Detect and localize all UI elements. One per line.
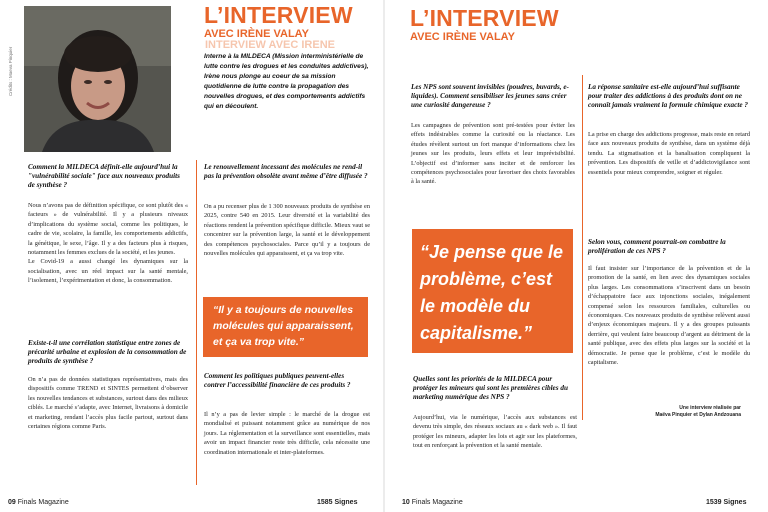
answer-1-paragraph-1: Nous n’avons pas de définition spécifique, ce sont plutôt des « facteurs » de vulnérabilité. Il y a plusieurs niveaux d’implications du système social, comme les politiques, le cadre de vie, scolaire, la famille, les comportements addictifs, la génétique, le sexe, l’âge. Il y a des facteurs plus à risques, notamment les femmes exclues de la société, et les jeunes. bbox=[28, 202, 188, 257]
answer-1-paragraph-2: Le Covid-19 a aussi changé les dynamiques sur la socialisation, avec un réel impact sur la santé mentale, l’isolement, l’expérimentation et donc, la consommation. bbox=[28, 258, 188, 285]
answer-7: La prise en charge des addictions progresse, mais reste en retard face aux nouveaux produits de synthèse, dans un système déjà tendu. La stigmatisation et la banalisation compliquent la prévention. Les dispositifs de veille et d’addictovigilance sont essentiels pour mieux comprendre, soigner et réguler. bbox=[588, 131, 750, 176]
pull-quote-right: “Je pense que le problème, c’est le modèle du capitalisme.” bbox=[412, 229, 573, 353]
magazine-name: Finals Magazine bbox=[17, 499, 69, 506]
page-subtitle-right: AVEC IRÈNE VALAY bbox=[410, 31, 515, 43]
question-5: Les NPS sont souvent invisibles (poudres, buvards, e-liquides). Comment sensibiliser les jeunes sans créer une curiosité dangereuse ? bbox=[411, 83, 569, 109]
portrait-photo bbox=[24, 6, 171, 152]
question-4: Comment les politiques publiques peuvent-elles contrer l’accessibilité financière de ces produits ? bbox=[204, 372, 351, 389]
footer-left bbox=[8, 499, 69, 506]
answer-5: Les campagnes de prévention sont pré-testées pour éviter les effets indésirables comme la curiosité ou la réactance. Les études révèlent surtout un fort manque d’informations chez les jeunes sur les produits, leurs effets et leur imprévisibilité. L’objectif est d’informer sans inciter et de renforcer les compétences psychosociales pour favoriser des choix favorables à la santé. bbox=[411, 122, 575, 186]
page-title-right: L’INTERVIEW bbox=[410, 5, 559, 31]
answer-1 bbox=[28, 201, 188, 286]
footer-right bbox=[402, 499, 463, 506]
subtitle-echo: INTERVIEW AVEC IRÈNE bbox=[205, 40, 335, 50]
page-spine bbox=[383, 0, 385, 512]
question-2: Existe-t-il une corrélation statistique entre zones de précarité urbaine et explosion de la consommation de produits de synthèse ? bbox=[28, 339, 187, 365]
answer-6: Aujourd’hui, via le numérique, l’accès aux substances est devenu très simple, des réseaux sociaux au « dark web ». Il faut protéger les mineurs, adapter les lois et agir sur les plateformes, tout en renforçant la prévention et la santé mentale. bbox=[413, 414, 577, 450]
answer-3: On a pu recenser plus de 1 300 nouveaux produits de synthèse en 2025, contre 540 en 2015. Leur diversité et la variabilité des réactions rendent la prévention spécifique difficile. Mieux vaut se concentrer sur la prévention large, la santé et le développement des compétences psychosociales. Parce qu’il y a toujours de nouvelles molécules qui apparaissent, et ça va trop vite. bbox=[204, 203, 370, 258]
question-1: Comment la MILDECA définit-elle aujourd’hui la "vulnérabilité sociale" face aux nouveaux produits de synthèse ? bbox=[28, 163, 180, 189]
question-6: Quelles sont les priorités de la MILDECA pour protéger les mineurs qui sont les premières cibles du marketing numérique des NPS ? bbox=[413, 375, 568, 401]
intro-paragraph: Interne à la MILDECA (Mission interministérielle de lutte contre les drogues et les conduites addictives), Irène nous plonge au coeur de sa mission quotidienne de lutte contre la propagation des nouvelles drogues, et des comportements addictifs qui en découlent. bbox=[204, 53, 369, 110]
credits-line-2: Maëva Pinquier et Dylan Andzouana bbox=[655, 412, 741, 418]
question-8: Selon vous, comment pourrait-on combattre la prolifération de ces NPS ? bbox=[588, 238, 726, 255]
sign-count-right bbox=[706, 499, 746, 506]
sign-count bbox=[317, 499, 357, 506]
page-number: 09 bbox=[8, 499, 16, 506]
magazine-name-right: Finals Magazine bbox=[411, 499, 463, 506]
page-subtitle: AVEC IRÈNE VALAY bbox=[204, 28, 309, 40]
pull-quote-left: “Il y a toujours de nouvelles molécules qui apparaissent, et ça va trop vite.” bbox=[203, 297, 368, 357]
column-divider-right bbox=[582, 75, 583, 420]
answer-8: Il faut insister sur l’importance de la prévention et de la promotion de la santé, en lien avec des dynamiques sociales plus larges. Les consommations s’inscrivent dans un besoin d’échappatoire face aux injonctions sociales, inégalement compensé selon les ressources familiales, culturelles ou économiques. Ces nouveaux produits de synthèse relèvent aussi d’enjeux économiques majeurs. Il y a des groupes puissants derrière, qui veulent faire beaucoup d’argent au détriment de la santé publique, avec des effets plus larges sur la société et la démocratie. Je pense que le problème, c’est le modèle du capitalisme. bbox=[588, 265, 750, 367]
question-7: La réponse sanitaire est-elle aujourd’hui suffisante pour traiter des addictions à des produits dont on ne connaît jamais vraiment la formule chimique exacte ? bbox=[588, 83, 748, 109]
credits-line-1: Une interview réalisée par bbox=[679, 405, 741, 411]
photo-credit: Crédits : Maeva Pinquier bbox=[8, 46, 13, 96]
answer-4: Il n’y a pas de levier simple : le marché de la drogue est mondialisé et puissant notamment grâce au numérique de nos jours. La réglementation et la surveillance sont essentielles, mais avoir un impact financier reste très difficile, cela nécessite une coordination internationale et inter-plateformes. bbox=[204, 411, 370, 456]
page-title: L’INTERVIEW bbox=[204, 2, 353, 28]
question-3: Le renouvellement incessant des molécules ne rend-il pas la prévention obsolète avant même d’être diffusée ? bbox=[204, 163, 368, 180]
interview-credits bbox=[588, 405, 741, 419]
sign-count-label: 1585 Signes bbox=[317, 499, 358, 506]
answer-2: On n’a pas de données statistiques représentatives, mais des dispositifs comme TREND et SINTES permettent d’observer les nouvelles tendances et substances, surtout dans des milieux ciblés. Le marché s’adapte, avec Internet, livraisons à domicile et marketing, rendant l’accès plus facile partout, surtout dans certaines régions comme Paris. bbox=[28, 376, 188, 431]
page-number-right: 10 bbox=[402, 499, 410, 506]
column-divider bbox=[196, 160, 197, 485]
portrait-illustration bbox=[24, 6, 171, 152]
sign-count-right-label: 1539 Signes bbox=[706, 499, 747, 506]
